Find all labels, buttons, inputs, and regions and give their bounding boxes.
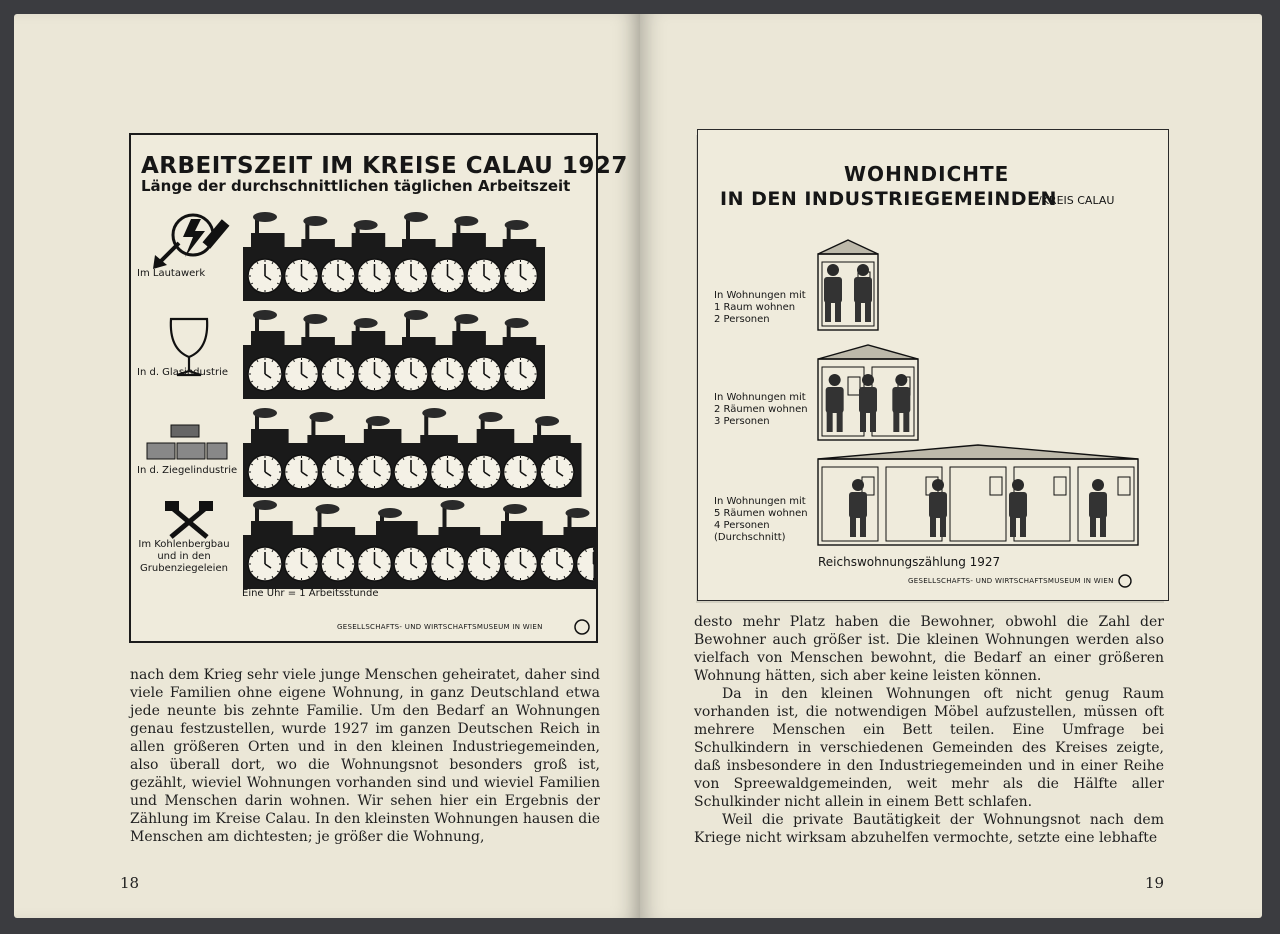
row-label-ziegelindustrie: In d. Ziegelindustrie xyxy=(137,465,238,476)
row-label-lautawerk: Im Lautawerk xyxy=(137,268,206,279)
house-drawing xyxy=(818,345,918,440)
work-hour-clock xyxy=(358,547,392,581)
right-page xyxy=(640,14,1262,918)
person-figure xyxy=(854,264,872,322)
working-hours-chart xyxy=(129,133,628,643)
person-figure xyxy=(859,374,877,432)
left-paragraph: nach dem Krieg sehr viele junge Menschen geheiratet, daher sind viele Familien ohne eigene Wohnung, in ganz Deutschland etwa jede neunte bis zehnte Familie. Um den Bedarf an Wohnungen genau festzustellen, wurde 1927 im ganzen Deutschen Reich in allen größeren Orten und in den kleinen Industriegemeinden, also überall dort, wo die Wohnungsnot besonders groß ist, gezählt, wieviel Wohnungen vorhanden sind und wieviel Familien und Menschen darin wohnen. Wir sehen hier ein Ergebnis der Zählung im Kreise Calau. In den kleinsten Wohnungen hausen die Menschen am dichtesten; je größer die Wohnung, xyxy=(130,667,600,845)
work-hour-clock xyxy=(248,259,282,293)
lightning-bolt-icon xyxy=(153,215,229,269)
person-figure xyxy=(826,374,844,432)
work-hour-clock xyxy=(540,547,574,581)
work-hour-clock xyxy=(467,455,501,489)
row-label-2-rooms: In Wohnungen mit 2 Räumen wohnen 3 Personen xyxy=(714,392,808,427)
person-figure xyxy=(929,479,947,537)
house-drawing xyxy=(818,445,1138,545)
page-number-left: 18 xyxy=(120,874,140,892)
work-hour-clock xyxy=(321,259,355,293)
work-hour-clock xyxy=(358,259,392,293)
right-paragraph-2: Da in den kleinen Wohnungen oft nicht genug Raum vorhanden ist, die notwendigen Möbel aufzustellen, müssen oft mehrere Menschen ein Bett teilen. Eine Umfrage bei Schulkindern in verschiedenen Gemeinden des Kreises zeigte, daß insbesondere in den Industriegemeinden und in einer Reihe von Spreewaldgemeinden, weit mehr als die Hälfte aller Schulkinder nicht allein in einem Bett schlafen. xyxy=(694,686,1164,810)
work-hour-clock xyxy=(394,357,428,391)
person-figure xyxy=(892,374,910,432)
work-hour-clock xyxy=(431,547,465,581)
work-hour-clock xyxy=(504,259,538,293)
bricks-icon xyxy=(147,425,227,459)
page-number-right: 19 xyxy=(1145,874,1165,892)
work-hour-clock xyxy=(321,547,355,581)
work-hour-clock xyxy=(394,455,428,489)
work-hour-clock xyxy=(248,455,282,489)
chart-credit: GESELLSCHAFTS- UND WIRTSCHAFTSMUSEUM IN WIEN xyxy=(908,577,1114,585)
work-hour-clock xyxy=(248,357,282,391)
work-hour-clock xyxy=(467,547,501,581)
work-hour-clock xyxy=(467,259,501,293)
chart-legend: Eine Uhr = 1 Arbeitsstunde xyxy=(242,588,379,599)
row-label-5-rooms: In Wohnungen mit 5 Räumen wohnen 4 Personen (Durchschnitt) xyxy=(714,496,808,543)
chart-credit: GESELLSCHAFTS- UND WIRTSCHAFTSMUSEUM IN WIEN xyxy=(337,623,543,631)
work-hour-clock xyxy=(540,455,574,489)
right-body-text xyxy=(694,613,1164,847)
row-label-kohlenbergbau: Im Kohlenbergbau und in den Grubenziegeleien xyxy=(138,539,230,574)
work-hour-clock xyxy=(431,259,465,293)
right-paragraph-1: desto mehr Platz haben die Bewohner, obwohl die Zahl der Bewohner auch größer ist. Die kleinen Wohnungen werden also vielfach von Menschen bewohnt, die Bedarf an einer größeren Wohnung hätten, sich aber keine leisten können. xyxy=(694,614,1164,684)
left-page xyxy=(14,14,640,918)
work-hour-clock xyxy=(321,455,355,489)
housing-density-chart xyxy=(697,129,1169,601)
work-hour-clock xyxy=(431,357,465,391)
work-hour-clock xyxy=(358,357,392,391)
work-hour-clock xyxy=(504,547,538,581)
person-figure xyxy=(1089,479,1107,537)
work-hour-clock xyxy=(394,547,428,581)
row-label-glasindustrie: In d. Glasindustrie xyxy=(137,367,229,378)
person-figure xyxy=(849,479,867,537)
chart-title: WOHNDICHTE xyxy=(844,162,1010,186)
house-drawing xyxy=(818,240,878,330)
work-hour-clock xyxy=(248,547,282,581)
chart-source: Reichswohnungszählung 1927 xyxy=(818,555,1001,569)
left-body-text xyxy=(130,666,600,846)
work-hour-clock xyxy=(285,357,319,391)
right-paragraph-3: Weil die private Bautätigkeit der Wohnungsnot nach dem Kriege nicht wirksam abzuhelfen vermochte, setzte eine lebhafte xyxy=(694,812,1164,846)
work-hour-clock xyxy=(321,357,355,391)
museum-logo-icon xyxy=(1119,575,1131,587)
chart-region: /KREIS CALAU xyxy=(1038,194,1115,207)
row-label-1-room: In Wohnungen mit 1 Raum wohnen 2 Personen xyxy=(714,290,806,325)
work-hour-clock xyxy=(467,357,501,391)
work-hour-clock xyxy=(394,259,428,293)
crossed-hammers-icon xyxy=(165,501,213,537)
person-figure xyxy=(1009,479,1027,537)
museum-logo-icon xyxy=(575,620,589,634)
chart-title: ARBEITSZEIT IM KREISE CALAU 1927 xyxy=(141,153,628,179)
work-hour-clock xyxy=(504,357,538,391)
room-unit xyxy=(950,467,1006,541)
work-hour-clock xyxy=(285,455,319,489)
work-hour-clock xyxy=(431,455,465,489)
work-hour-clock xyxy=(504,455,538,489)
work-hour-clock xyxy=(358,455,392,489)
chart-subtitle: IN DEN INDUSTRIEGEMEINDEN xyxy=(720,188,1057,210)
work-hour-clock xyxy=(285,259,319,293)
chart-subtitle: Länge der durchschnittlichen täglichen Arbeitszeit xyxy=(141,177,571,195)
person-figure xyxy=(824,264,842,322)
work-hour-clock xyxy=(285,547,319,581)
